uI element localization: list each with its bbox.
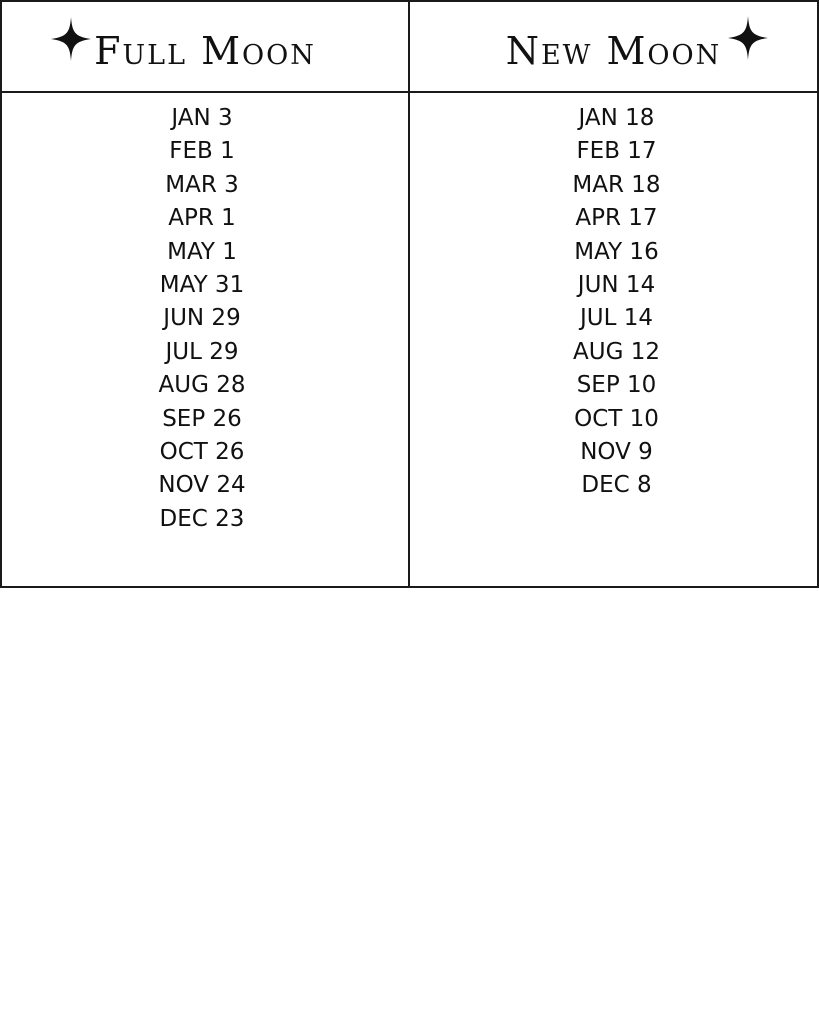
full-moon-title: Full Moon <box>94 28 316 73</box>
full-moon-date: MAY 1 <box>167 238 237 265</box>
full-moon-date: NOV 24 <box>158 472 246 499</box>
full-moon-date: MAY 31 <box>159 271 245 298</box>
full-moon-date: DEC 23 <box>159 505 245 532</box>
sparkle-icon <box>51 17 91 61</box>
new-moon-date: MAY 16 <box>574 238 659 265</box>
new-moon-date: JUN 14 <box>577 271 656 298</box>
new-moon-dates <box>410 102 819 503</box>
full-moon-date: FEB 1 <box>169 138 235 165</box>
full-moon-date: AUG 28 <box>158 372 246 399</box>
new-moon-date: JUL 14 <box>579 305 653 332</box>
full-moon-date: JAN 3 <box>171 105 233 131</box>
full-moon-date: OCT 26 <box>159 438 245 465</box>
new-moon-date: APR 17 <box>575 205 658 232</box>
full-moon-date: APR 1 <box>168 205 236 232</box>
new-moon-title: New Moon <box>505 28 722 73</box>
new-moon-date: JAN 18 <box>578 105 655 131</box>
full-moon-date: SEP 26 <box>162 405 242 432</box>
full-moon-dates <box>2 102 402 536</box>
new-moon-date: SEP 10 <box>576 372 657 399</box>
new-moon-date: FEB 17 <box>576 138 657 165</box>
full-moon-date: MAR 3 <box>165 171 239 198</box>
full-moon-date: JUL 29 <box>165 338 239 365</box>
full-moon-date: JUN 29 <box>163 305 241 332</box>
new-moon-date: NOV 9 <box>580 438 653 465</box>
new-moon-date: AUG 12 <box>573 338 660 365</box>
new-moon-date: OCT 10 <box>574 405 659 432</box>
new-moon-date: MAR 18 <box>572 171 661 198</box>
sparkle-icon <box>728 16 768 60</box>
new-moon-date: DEC 8 <box>581 472 652 499</box>
